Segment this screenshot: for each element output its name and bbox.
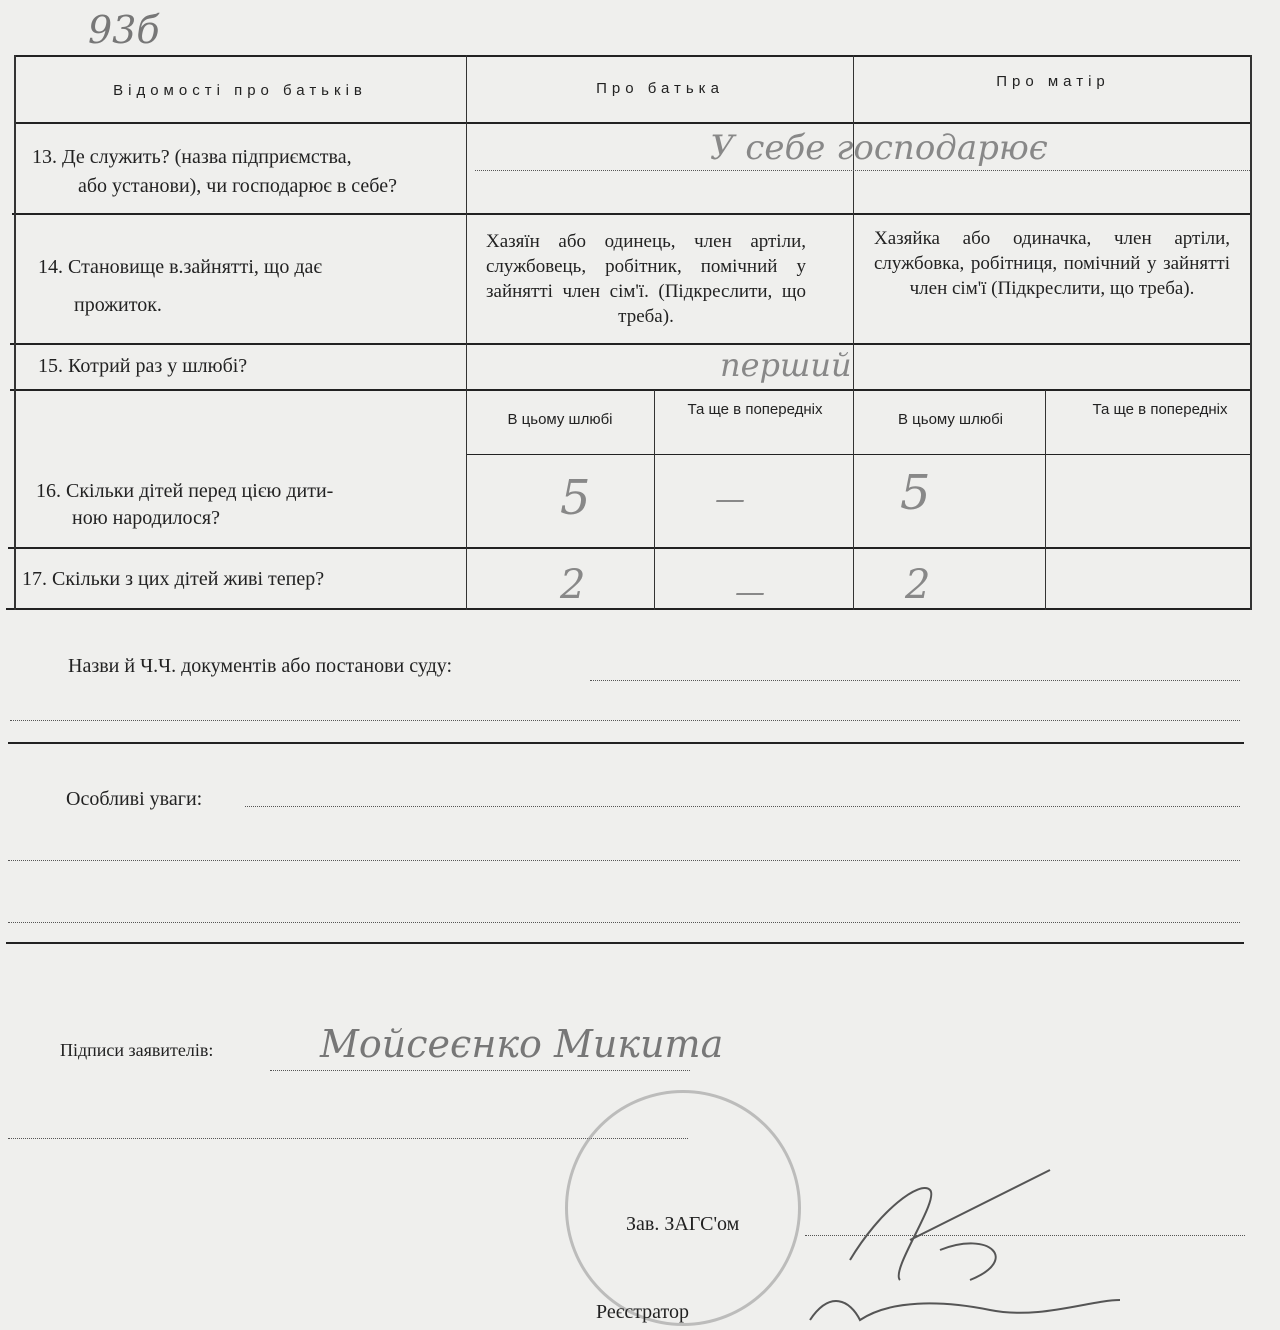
row15-label: 15. Котрий раз у шлюбі?: [38, 355, 248, 377]
row16-mother-this: 5: [900, 465, 931, 521]
row16-label: 16. Скільки дітей перед цією дити- ною народилося?: [36, 480, 334, 529]
header-mother: Про матір: [996, 73, 1110, 90]
row14-label: 14. Становище в.зайнятті, що дає прожиток.: [38, 256, 322, 316]
official-stamp: [565, 1090, 801, 1326]
row17-father-this: 2: [560, 562, 586, 608]
sub-father-prev: Та ще в попередніх: [687, 401, 823, 418]
row14-father-options: Хазяїн або одинець, член артіли, службовець, робітник, помічний у зайнятті член сім'ї. (Підкреслити, що треба).: [486, 231, 806, 327]
registrar-label: Реєстратор: [596, 1301, 690, 1323]
header-info: Відомості про батьків: [113, 82, 367, 99]
row13-answer: У себе господарює: [710, 128, 1048, 168]
row16-father-this: 5: [560, 470, 591, 526]
sub-father-this: В цьому шлюбі: [507, 411, 613, 428]
sub-mother-this: В цьому шлюбі: [897, 411, 1004, 428]
row17-mother-this: 2: [905, 562, 931, 608]
row13-label: 13. Де служить? (назва підприємства, або установи), чи господарює в себе?: [32, 146, 397, 197]
row17-father-prev: —: [735, 575, 765, 610]
remarks-label: Особливі уваги:: [66, 788, 203, 810]
handwritten-signatures: [790, 1150, 1190, 1330]
head-label: Зав. ЗАГС'ом: [626, 1213, 740, 1235]
row17-label: 17. Скільки з цих дітей живі тепер?: [22, 568, 325, 590]
signatures-value: Мойсеєнко Микита: [320, 1022, 724, 1066]
row15-answer: перший: [720, 346, 852, 384]
row14-mother-options: Хазяйка або одиначка, член артіли, службовка, робітниця, помічний у зайнятті член сім'ї (Підкреслити, що треба).: [874, 228, 1230, 299]
row16-father-prev: —: [715, 482, 745, 517]
page-number: 93б: [88, 8, 160, 52]
sub-mother-prev: Та ще в попередніх: [1092, 401, 1228, 418]
documents-label: Назви й Ч.Ч. документів або постанови суду:: [68, 655, 453, 677]
header-father: Про батька: [596, 80, 724, 97]
signatures-label: Підписи заявителів:: [60, 1040, 214, 1060]
